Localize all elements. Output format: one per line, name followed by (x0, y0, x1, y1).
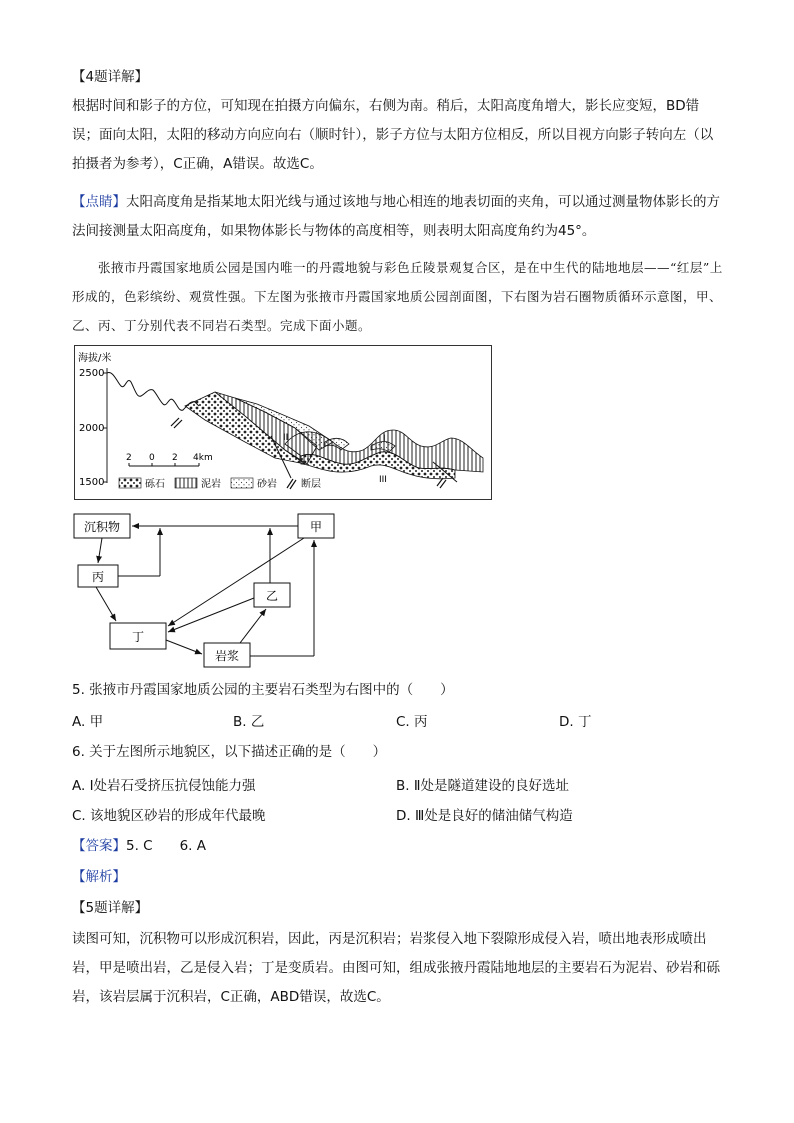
q5-option-c: C. 丙 (396, 714, 428, 730)
arrow-yi-ding (168, 598, 254, 632)
q5-stem: 5. 张掖市丹霞国家地质公园的主要岩石类型为右图中的（ ） (72, 682, 454, 698)
legend-conglomerate: 砾石 (145, 479, 165, 490)
arrow-jia-ding (168, 538, 304, 626)
node-magma: 岩浆 (214, 649, 240, 663)
terrain-profile-line (107, 373, 199, 411)
scale-label-2a: 2 (126, 453, 132, 463)
marker-II: II (283, 433, 289, 443)
q6-option-b: B. Ⅱ处是隧道建设的良好选址 (396, 778, 569, 794)
answer-label: 【答案】 (72, 838, 126, 854)
geologic-profile-figure (74, 345, 492, 500)
node-yi: 乙 (265, 589, 279, 603)
q5-option-a: A. 甲 (72, 714, 104, 730)
profile-svg (75, 346, 493, 501)
rock-cycle-diagram (70, 506, 350, 672)
tip-text: 太阳高度角是指某地太阳光线与通过该地与地心相连的地表切面的夹角，可以通过测量物体影长的方法间接测量太阳高度角，如果物体影长与物体的高度相等，则表明太阳高度角约为45°。 (72, 194, 720, 239)
node-ding: 丁 (131, 630, 145, 644)
arrow-sediment-bing (98, 538, 102, 563)
answer-line (72, 832, 724, 861)
q4-heading: 【4题详解】 (72, 69, 149, 85)
legend-sandstone-swatch (231, 478, 253, 488)
answer-text: 5. C 6. A (126, 838, 207, 854)
q6-option-a: A. Ⅰ处岩石受挤压抗侵蚀能力强 (72, 778, 256, 794)
legend-sandstone: 砂岩 (257, 479, 277, 490)
y-tick-2000: 2000 (79, 423, 105, 434)
q6-option-c: C. 该地貌区砂岩的形成年代最晚 (72, 808, 266, 824)
legend-fault: 断层 (301, 479, 321, 490)
y-tick-2500: 2500 (79, 368, 105, 379)
y-axis-label: 海拔/米 (78, 353, 112, 364)
q4-explanation: 根据时间和影子的方位，可知现在拍摄方向偏东，右侧为南。稍后，太阳高度角增大，影长应变短，BD错误；面向太阳，太阳的移动方向应向右（顺时针），影子方位与太阳方位相反，所以目视方向影子转向左（以拍摄者为参考），C正确，A错误。故选C。 (72, 98, 714, 172)
arrow-bing-ding (96, 587, 116, 621)
q5-option-d: D. 丁 (559, 714, 592, 730)
q5-option-b: B. 乙 (233, 714, 265, 730)
marker-I: I (383, 434, 386, 444)
node-jia: 甲 (309, 520, 323, 534)
analysis-label: 【解析】 (72, 869, 126, 885)
tip-paragraph (72, 188, 724, 246)
scale-label-4km: 4km (193, 453, 213, 463)
q6-option-d: D. Ⅲ处是良好的储油储气构造 (396, 808, 573, 824)
legend-conglomerate-swatch (119, 478, 141, 488)
q6-stem: 6. 关于左图所示地貌区，以下描述正确的是（ ） (72, 744, 387, 760)
y-tick-1500: 1500 (79, 477, 105, 488)
node-sediment: 沉积物 (83, 520, 121, 534)
scale-label-2b: 2 (172, 453, 178, 463)
tip-label: 【点睛】 (72, 194, 126, 210)
q5-explanation: 读图可知，沉积物可以形成沉积岩，因此，丙是沉积岩；岩浆侵入地下裂隙形成侵入岩，喷出地表形成喷出岩，甲是喷出岩，乙是侵入岩；丁是变质岩。由图可知，组成张掖丹霞陆地地层的主要岩石为泥岩、砂岩和砾岩，该岩层属于沉积岩，C正确，ABD错误，故选C。 (72, 931, 720, 1005)
scale-label-0: 0 (149, 453, 155, 463)
legend-mudstone-swatch (175, 478, 197, 488)
q5-heading: 【5题详解】 (72, 900, 149, 916)
arrow-magma-yi (240, 609, 266, 643)
material-text: 张掖市丹霞国家地质公园是国内唯一的丹霞地貌与彩色丘陵景观复合区，是在中生代的陆地地层——“红层”上形成的，色彩缤纷、观赏性强。下左图为张掖市丹霞国家地质公园剖面图，下右图为岩石圈物质循环示意图，甲、乙、丙、丁分别代表不同岩石类型。完成下面小题。 (72, 260, 723, 333)
node-bing: 丙 (91, 570, 105, 584)
legend-mudstone: 泥岩 (201, 479, 221, 490)
marker-III: III (379, 475, 387, 485)
arrow-ding-magma (166, 640, 202, 654)
